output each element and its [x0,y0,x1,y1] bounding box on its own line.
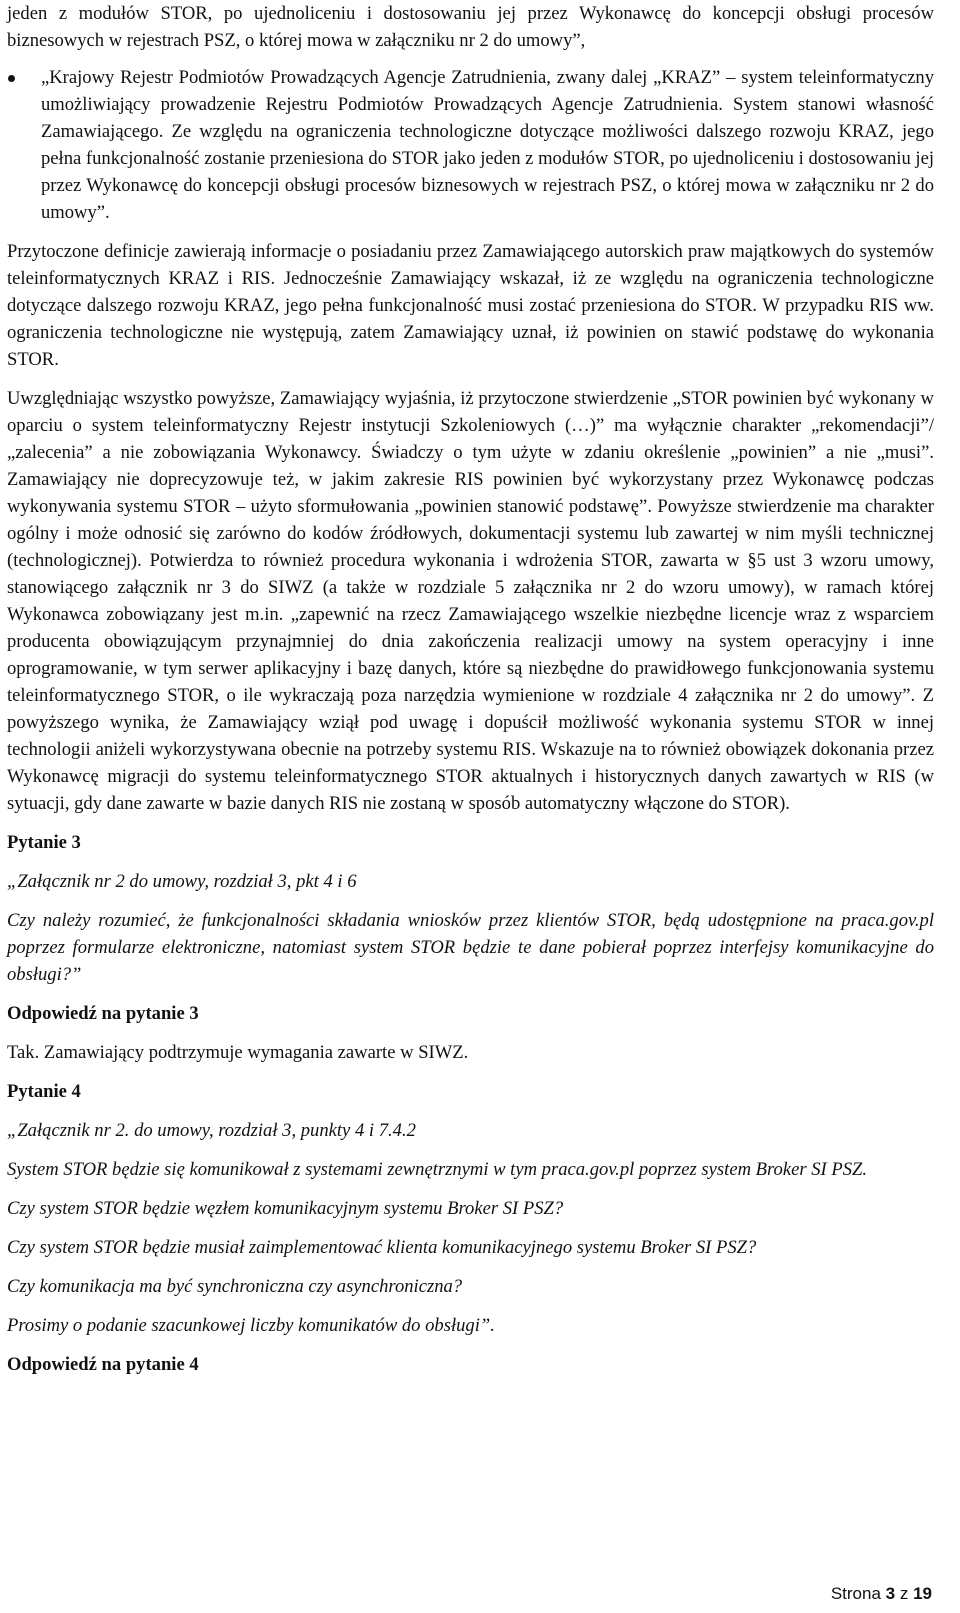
bullet-icon [8,75,15,82]
question-3-reference: „Załącznik nr 2 do umowy, rozdział 3, pkt 4 i 6 [7,871,357,892]
question-3-text: Czy należy rozumieć, że funkcjonalności składania wniosków przez klientów STOR, będą udostępnione na praca.gov.pl poprzez formularze elektroniczne, natomiast system STOR będzie te dane pobierał poprzez interfejsy komunikacyjne do obsługi?” [7,910,934,985]
heading-question-3: Pytanie 3 [7,832,81,853]
question-4-text-1: System STOR będzie się komunikował z systemami zewnętrznymi w tym praca.gov.pl poprzez system Broker SI PSZ. [7,1159,868,1180]
question-4-text-3: Czy system STOR będzie musiał zaimplementować klienta komunikacyjnego systemu Broker SI PSZ? [7,1237,757,1258]
page-current: 3 [885,1584,896,1603]
page-label: Strona [830,1584,881,1603]
question-4-reference: „Załącznik nr 2. do umowy, rozdział 3, punkty 4 i 7.4.2 [7,1120,416,1141]
heading-answer-3: Odpowiedź na pytanie 3 [7,1003,199,1024]
bullet-item-kraz [7,64,934,226]
answer-3-text: Tak. Zamawiający podtrzymuje wymagania zawarte w SIWZ. [7,1042,469,1063]
page-separator: z [899,1584,909,1603]
heading-answer-4: Odpowiedź na pytanie 4 [7,1354,199,1375]
paragraph-continuation: jeden z modułów STOR, po ujednoliceniu i dostosowaniu jej przez Wykonawcę do koncepcji obsługi procesów biznesowych w rejestrach PSZ, o której mowa w załączniku nr 2 do umowy”, [7,3,934,51]
question-4-text-2: Czy system STOR będzie węzłem komunikacyjnym systemu Broker SI PSZ? [7,1198,564,1219]
bullet-text: „Krajowy Rejestr Podmiotów Prowadzących Agencje Zatrudnienia, zwany dalej „KRAZ” – system teleinformatyczny umożliwiający prowadzenie Rejestru Podmiotów Prowadzących Agencje Zatrudnienia. System stanowi własność Zamawiającego. Ze względu na ograniczenia technologiczne dotyczące możliwości dalszego rozwoju KRAZ, jego pełna funkcjonalność zostanie przeniesiona do STOR jako jeden z modułów STOR, po ujednoliceniu i dostosowaniu jej przez Wykonawcę do koncepcji obsługi procesów biznesowych w rejestrach PSZ, o której mowa w załączniku nr 2 do umowy”. [41,67,934,223]
heading-question-4: Pytanie 4 [7,1081,81,1102]
page-number-footer [831,1583,932,1605]
page-total: 19 [913,1584,932,1603]
paragraph-definitions: Przytoczone definicje zawierają informacje o posiadaniu przez Zamawiającego autorskich praw majątkowych do systemów teleinformatycznych KRAZ i RIS. Jednocześnie Zamawiający wskazał, iż ze względu na ograniczenia technologiczne dotyczące dalszego rozwoju KRAZ, jego pełna funkcjonalność musi zostać przeniesiona do STOR. W przypadku RIS ww. ograniczenia technologiczne nie występują, zatem Zamawiający uznał, iż powinien on stawić podstawę do wykonania STOR. [7,241,934,370]
question-4-text-4: Czy komunikacja ma być synchroniczna czy asynchroniczna? [7,1276,463,1297]
paragraph-explanation: Uwzględniając wszystko powyższe, Zamawiający wyjaśnia, iż przytoczone stwierdzenie „STOR powinien być wykonany w oparciu o system teleinformatyczny Rejestr instytucji Szkoleniowych (…)” ma wyłącznie charakter „rekomendacji”/ „zalecenia” a nie zobowiązania Wykonawcy. Świadczy o tym użyte w zdaniu określenie „powinien” a nie „musi”. Zamawiający nie doprecyzowuje też, w jakim zakresie RIS powinien być wykorzystany przez Wykonawcę podczas wykonywania systemu STOR – użyto sformułowania „powinien stanowić podstawę”. Powyższe stwierdzenie ma charakter ogólny i może odnosić się zarówno do kodów źródłowych, dokumentacji systemu lub zawartej w nim myśli technicznej (technologicznej). Potwierdza to również procedura wykonania i wdrożenia STOR, zawarta w §5 ust 3 wzoru umowy, stanowiącego załącznik nr 3 do SIWZ (a także w rozdziale 5 załącznika nr 2 do wzoru umowy), w ramach której Wykonawca zobowiązany jest m.in. „zapewnić na rzecz Zamawiającego wszelkie niezbędne licencje wraz z wsparciem producenta obowiązującym przynajmniej do dnia zakończenia realizacji umowy na system operacyjny i inne oprogramowanie, w tym serwer aplikacyjny i bazę danych, które są niezbędne do prawidłowego funkcjonowania systemu teleinformatycznego STOR, o ile wykraczają poza narzędzia wymienione w rozdziale 4 załącznika nr 2 do umowy”. Z powyższego wynika, że Zamawiający wziął pod uwagę i dopuścił możliwość wykonania systemu STOR w innej technologii aniżeli wykorzystywana obecnie na potrzeby systemu RIS. Wskazuje na to również obowiązek dokonania przez Wykonawcę migracji do systemu teleinformatycznego STOR aktualnych i historycznych danych zawartych w RIS (w sytuacji, gdy dane zawarte w bazie danych RIS nie zostaną w sposób automatyczny włączone do STOR). [7,388,934,814]
question-4-text-5: Prosimy o podanie szacunkowej liczby komunikatów do obsługi”. [7,1315,495,1336]
